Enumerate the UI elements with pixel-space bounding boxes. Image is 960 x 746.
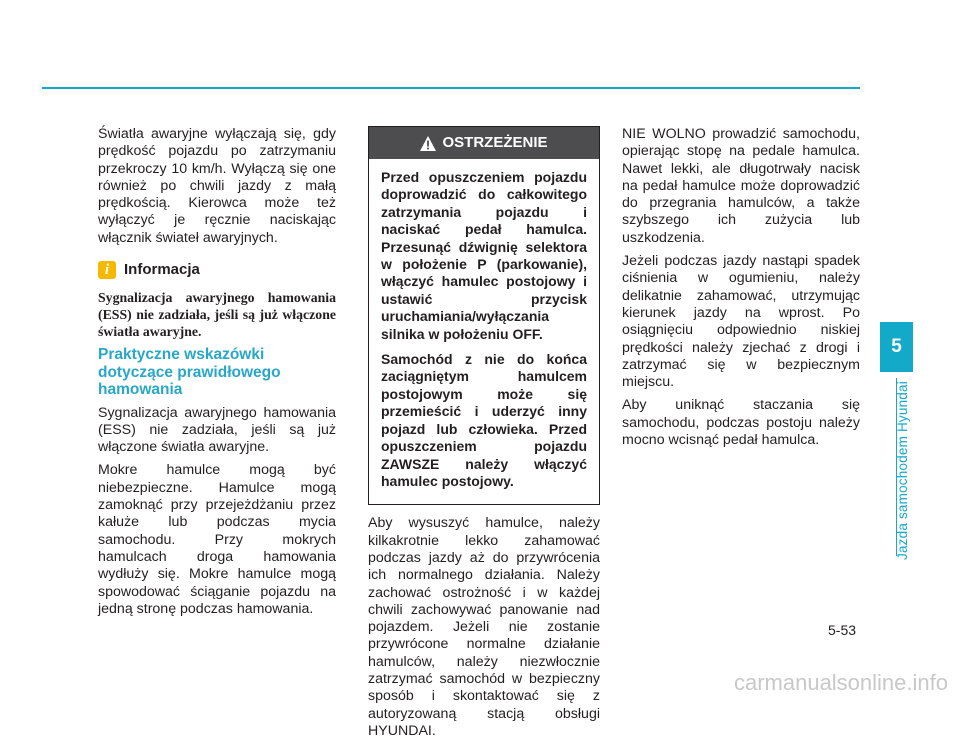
left-column	[98, 126, 336, 624]
right-column	[622, 126, 860, 455]
warning-body	[369, 159, 599, 504]
info-icon: i	[98, 261, 116, 279]
right-paragraph-1: NIE WOLNO prowadzić samochodu, opierając stopę na pedale hamulca. Nawet lekki, ale długotrwały nacisk na pedał hamulce może doprowadzić do przegrania hamulców, a także szybszego ich zużycia lub uszkodzenia.	[622, 126, 860, 246]
chapter-label: Jazda samochodem Hyundai	[895, 381, 910, 560]
intro-paragraph: Światła awaryjne wyłączają się, gdy prędkość pojazdu po zatrzymaniu przekroczy 10 km/h. Wyłączą się one również po chwili jazdy z małą prędkością. Kierowca może też wyłączyć je ręcznie naciskając włącznik świateł awaryjnych.	[98, 126, 336, 246]
warning-triangle-icon	[420, 136, 436, 151]
info-header	[98, 261, 336, 279]
warning-title: OSTRZEŻENIE	[442, 134, 548, 152]
chapter-tab: 5	[880, 322, 913, 372]
section-title: Praktyczne wskazówki dotyczące prawidłowego hamowania	[98, 346, 281, 399]
right-paragraph-3: Aby uniknąć staczania się samochodu, podczas postoju należy mocno wcisnąć pedał hamulca.	[622, 397, 860, 449]
warning-paragraph-2: Samochód z nie do końca zaciągniętym hamulcem postojowym może się przemieścić i uderzyć inny pojazd lub człowieka. Przed opuszczeniem pojazdu ZAWSZE należy włączyć hamulec postojowy.	[381, 351, 587, 489]
warning-paragraph-1: Przed opuszczeniem pojazdu doprowadzić do całkowitego zatrzymania pojazdu i naciskać pedał hamulca. Przesunąć dźwignię selektora w położenie P (parkowanie), włączyć hamulec postojowy i ustawić przycisk uruchamiania/wyłączania silnika w położeniu OFF.	[381, 169, 587, 342]
warning-header	[369, 127, 599, 159]
page-number: 5-53	[828, 622, 857, 638]
braking-paragraph-1: Sygnalizacja awaryjnego hamowania (ESS) nie zadziała, jeśli są już włączone światła awaryjne.	[98, 404, 336, 456]
drying-paragraph: Aby wysuszyć hamulce, należy kilkakrotnie lekko zahamować podczas jazdy aż do przywrócenia ich normalnego działania. Należy zachować ostrożność i w każdej chwili zachowywać panowanie nad pojazdem. Jeżeli nie zostanie przywrócone normalne działanie hamulców, należy niezwłocznie zatrzymać samochód w bezpieczny sposób i skontaktować się z autoryzowaną stacją obsługi HYUNDAI.	[368, 515, 600, 739]
right-paragraph-2: Jeżeli podczas jazdy nastąpi spadek ciśnienia w ogumieniu, należy delikatnie zahamować, utrzymując kierunek jazdy na wprost. Po osiągnięciu odpowiednio niskiej prędkości należy zjechać z drogi i zatrzymać się w bezpiecznym miejscu.	[622, 253, 860, 391]
braking-paragraph-2: Mokre hamulce mogą być niebezpieczne. Hamulce mogą zamoknąć przy przejeżdżaniu przez kałuże lub podczas mycia samochodu. Przy mokrych hamulcach droga hamowania wydłuży się. Mokre hamulce mogą spowodować ściąganie pojazdu na jedną stronę podczas hamowania.	[98, 462, 336, 617]
top-rule	[42, 87, 860, 89]
warning-box	[368, 126, 600, 505]
info-title: Informacja	[124, 261, 200, 279]
watermark: carmanualsonline.info	[733, 670, 948, 695]
middle-column	[368, 126, 600, 746]
info-body: Sygnalizacja awaryjnego hamowania (ESS) nie zadziała, jeśli są już włączone światła awaryjne.	[98, 290, 336, 340]
